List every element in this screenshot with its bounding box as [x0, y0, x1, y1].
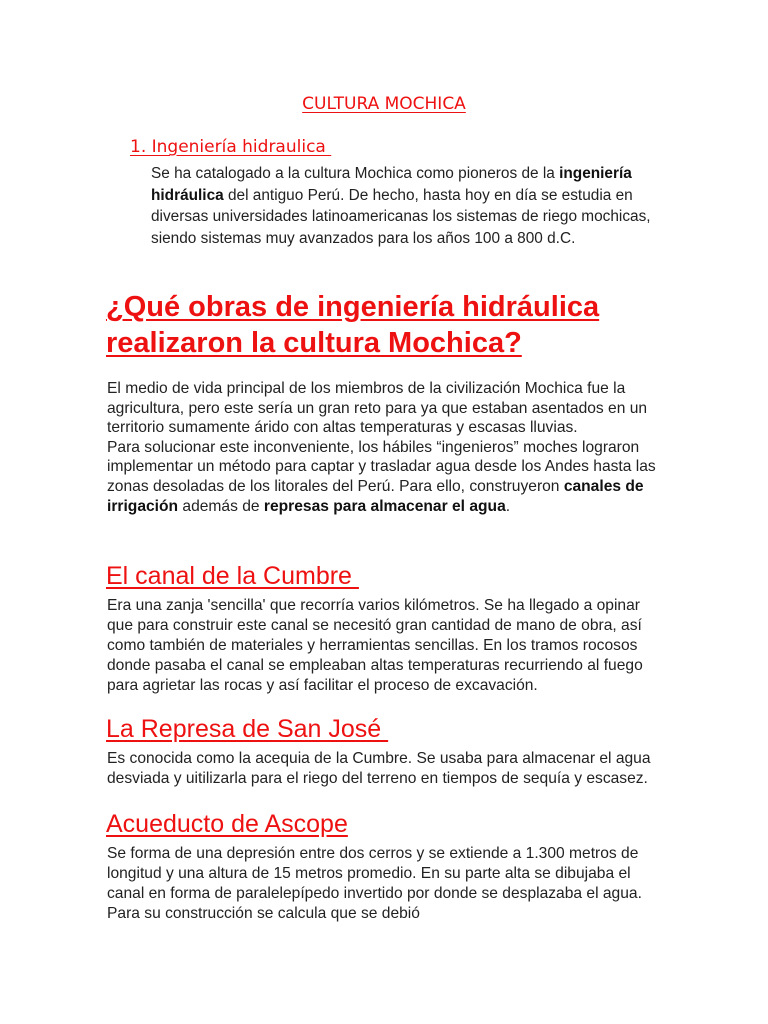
paragraph-text: Para solucionar este inconveniente, los hábiles “ingenieros” moches lograron implementar un método para captar y trasladar agua desde los Andes hasta las zonas desoladas de los litorales del Perú. Para ello, construyeron	[107, 438, 656, 495]
document-title: CULTURA MOCHICA	[302, 94, 466, 114]
bold-term-canales: canales de irrigación	[107, 477, 644, 515]
heading-canal-cumbre: El canal de la Cumbre	[106, 562, 359, 590]
bold-term-ingenieria-hidraulica: ingeniería hidráulica	[151, 165, 632, 204]
paragraph-text: Se ha catalogado a la cultura Mochica como pioneros de la	[151, 165, 560, 182]
bold-term-represas: represas para almacenar el agua	[263, 497, 506, 515]
main-question-heading: ¿Qué obras de ingeniería hidráulica realizaron la cultura Mochica?	[106, 291, 600, 359]
section-paragraph-ingenieria-hidraulica	[151, 163, 661, 249]
intro-paragraph-2	[107, 438, 667, 516]
paragraph-represa-san-jose: Es conocida como la acequia de la Cumbre. Se usaba para almacenar el agua desviada y uitilizarla para el riego del terreno en tiempos de sequía y escasez.	[107, 750, 651, 787]
paragraph-text: .	[505, 497, 511, 515]
paragraph-text: además de	[178, 497, 264, 515]
section-heading-ingenieria-hidraulica: 1. Ingeniería hidraulica	[130, 137, 332, 157]
heading-represa-san-jose: La Represa de San José	[106, 715, 389, 743]
heading-acueducto-ascope: Acueducto de Ascope	[106, 810, 348, 838]
paragraph-acueducto-ascope: Se forma de una depresión entre dos cerros y se extiende a 1.300 metros de longitud y una altura de 15 metros promedio. En su parte alta se dibujaba el canal en forma de paralelepípedo invertido por donde se desplazaba el agua. Para su construcción se calcula que se debió	[107, 845, 642, 922]
intro-paragraph-1: El medio de vida principal de los miembros de la civilización Mochica fue la agricultura, pero este sería un gran reto para ya que estaban asentados en un territorio sumamente árido con altas temperaturas y escasas lluvias.	[107, 380, 648, 437]
paragraph-text: del antiguo Perú. De hecho, hasta hoy en día se estudia en diversas universidades latinoamericanas los sistemas de riego mochicas, siendo sistemas muy avanzados para los años 100 a 800 d.C.	[151, 186, 651, 247]
paragraph-canal-cumbre: Era una zanja 'sencilla' que recorría varios kilómetros. Se ha llegado a opinar que para construir este canal se necesitó gran cantidad de mano de obra, así como también de materiales y herramientas sencillas. En los tramos rocosos donde pasaba el canal se empleaban altas temperaturas recurriendo al fuego para agrietar las rocas y así facilitar el proceso de excavación.	[107, 597, 643, 694]
intro-paragraphs	[107, 379, 667, 516]
